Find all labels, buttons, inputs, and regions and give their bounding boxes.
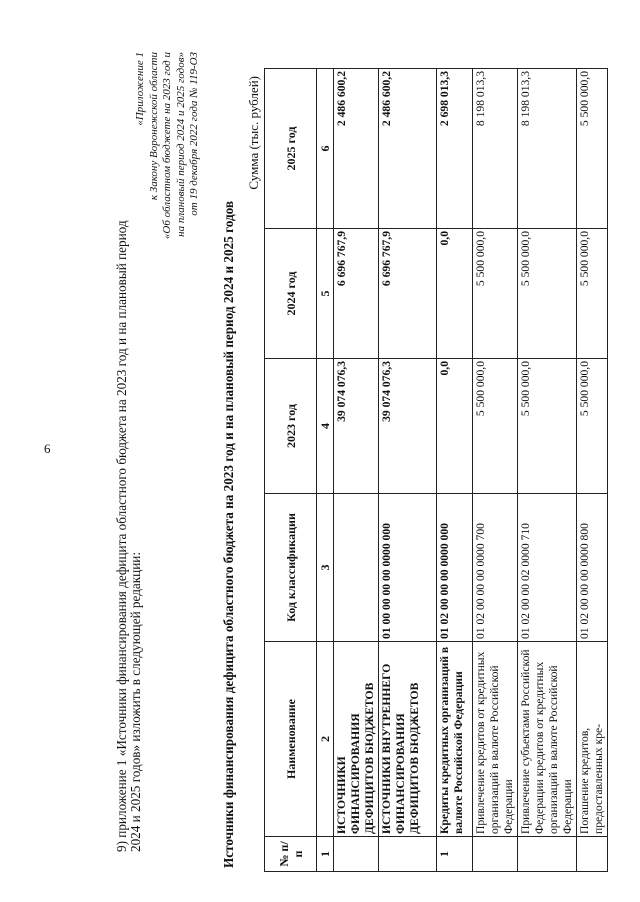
row-num — [577, 837, 608, 872]
row-code — [334, 494, 379, 642]
row-2023: 5 500 000,0 — [473, 359, 518, 494]
appendix-line-1: «Приложение 1 — [134, 52, 146, 126]
page-number: 6 — [44, 441, 51, 456]
index-cell: 4 — [317, 359, 334, 494]
header-2024: 2024 год — [265, 229, 317, 359]
row-2023: 39 074 076,3 — [379, 359, 437, 494]
row-code: 01 00 00 00 00 0000 000 — [379, 494, 437, 642]
header-name: Наименование — [265, 642, 317, 837]
row-code: 01 02 00 00 00 0000 700 — [473, 494, 518, 642]
row-name: Привлечение кредитов от кредитных организаций в валюте Российской Федерации — [473, 642, 518, 837]
index-cell: 5 — [317, 229, 334, 359]
row-code: 01 02 00 00 00 0000 000 — [437, 494, 473, 642]
row-num — [334, 837, 379, 872]
row-num — [379, 837, 437, 872]
appendix-reference — [134, 52, 202, 239]
financing-table — [264, 68, 608, 872]
units-label: Сумма (тыс. рублей) — [246, 76, 261, 190]
intro-paragraph-line-1: 9) приложение 1 «Источники финансирования дефицита областного бюджета на 2023 год и на плановый период — [114, 220, 129, 852]
row-num: 1 — [437, 837, 473, 872]
table-row — [518, 69, 577, 872]
header-code: Код классификации — [265, 494, 317, 642]
appendix-line-3: «Об областном бюджете на 2023 год и — [161, 52, 173, 240]
header-num: № п/п — [265, 837, 317, 872]
row-2023: 0,0 — [437, 359, 473, 494]
row-2025: 2 486 600,2 — [379, 69, 437, 229]
row-name: Погашение кредитов, предоставленных кре- — [577, 642, 608, 837]
header-2025: 2025 год — [265, 69, 317, 229]
row-name: ИСТОЧНИКИ ВНУТРЕННЕГО ФИНАНСИРОВАНИЯ ДЕФИЦИТОВ БЮДЖЕТОВ — [379, 642, 437, 837]
table-row — [334, 69, 379, 872]
row-2025: 2 698 013,3 — [437, 69, 473, 229]
appendix-line-4: на плановый период 2024 и 2025 годов» — [174, 52, 187, 237]
row-2023: 39 074 076,3 — [334, 359, 379, 494]
row-name: Привлечение субъектами Российской Федерации кредитов от кредитных организаций в валюте Российской Федерации — [518, 642, 577, 837]
row-num — [473, 837, 518, 872]
rotated-page-content — [14, 32, 614, 872]
row-2024: 5 500 000,0 — [518, 229, 577, 359]
row-2024: 6 696 767,9 — [334, 229, 379, 359]
row-2024: 5 500 000,0 — [473, 229, 518, 359]
table-row — [577, 69, 608, 872]
row-num — [518, 837, 577, 872]
row-2025: 5 500 000,0 — [577, 69, 608, 229]
row-2023: 5 500 000,0 — [518, 359, 577, 494]
row-name: ИСТОЧНИКИ ФИНАНСИРОВАНИЯ ДЕФИЦИТОВ БЮДЖЕТОВ — [334, 642, 379, 837]
row-2025: 2 486 600,2 — [334, 69, 379, 229]
index-cell: 6 — [317, 69, 334, 229]
index-cell: 3 — [317, 494, 334, 642]
appendix-line-2: к Закону Воронежской области — [147, 52, 160, 201]
index-cell: 2 — [317, 642, 334, 837]
row-name: Кредиты кредитных организаций в валюте Российской Федерации — [437, 642, 473, 837]
appendix-line-5: от 19 декабря 2022 года № 119-ОЗ — [188, 52, 200, 216]
index-cell: 1 — [317, 837, 334, 872]
row-2024: 0,0 — [437, 229, 473, 359]
row-2024: 5 500 000,0 — [577, 229, 608, 359]
table-row — [473, 69, 518, 872]
row-code: 01 02 00 00 00 0000 800 — [577, 494, 608, 642]
row-2024: 6 696 767,9 — [379, 229, 437, 359]
table-row — [437, 69, 473, 872]
table-title: Источники финансирования дефицита областного бюджета на 2023 год и на плановый период 2024 и 2025 годов — [221, 200, 236, 868]
row-code: 01 02 00 00 02 0000 710 — [518, 494, 577, 642]
header-2023: 2023 год — [265, 359, 317, 494]
row-2025: 8 198 013,3 — [518, 69, 577, 229]
intro-paragraph-line-2: 2024 и 2025 годов» изложить в следующей редакции: — [128, 551, 143, 852]
row-2025: 8 198 013,3 — [473, 69, 518, 229]
table-row — [379, 69, 437, 872]
row-2023: 5 500 000,0 — [577, 359, 608, 494]
